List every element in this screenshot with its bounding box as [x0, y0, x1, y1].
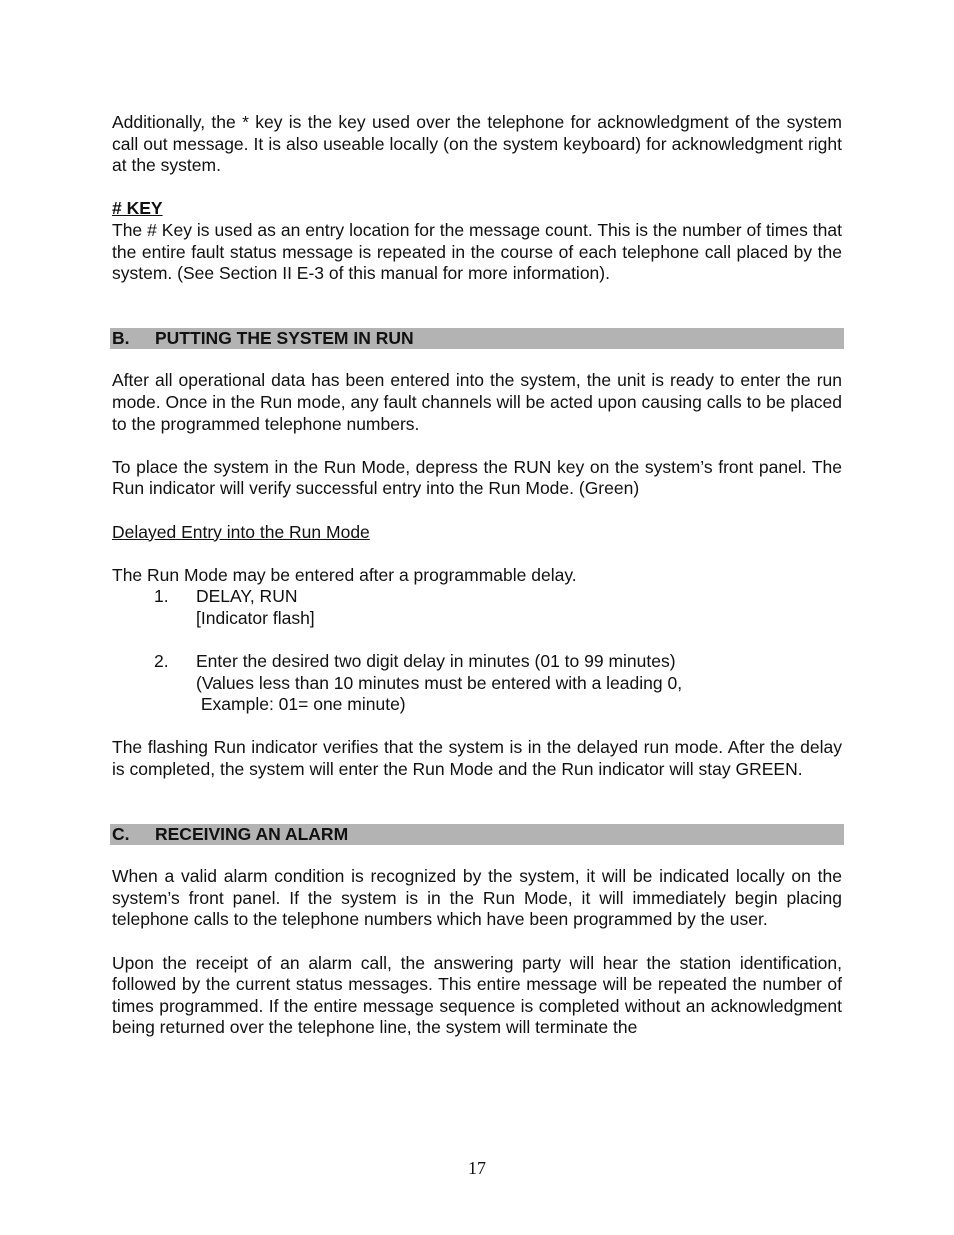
- section-b-header: [110, 328, 844, 349]
- page-number: 17: [468, 1158, 486, 1178]
- intro-paragraph: Additionally, the * key is the key used over the telephone for acknowledgment of the system call out message. It is also useable locally (on the system keyboard) for acknowledgment right at the system.: [112, 112, 842, 176]
- list-item: [112, 586, 842, 629]
- step-line: DELAY, RUN: [196, 586, 298, 607]
- section-b-paragraph-1: After all operational data has been entered into the system, the unit is ready to enter the run mode. Once in the Run mode, any fault channels will be acted upon causing calls to be placed to the programmed telephone numbers.: [112, 370, 842, 434]
- document-body: [112, 112, 842, 1039]
- delay-steps-list: [112, 586, 842, 716]
- section-b-paragraph-3: The Run Mode may be entered after a programmable delay.: [112, 564, 577, 585]
- section-c-paragraph-2: Upon the receipt of an alarm call, the answering party will hear the station identification, followed by the current status messages. This entire message will be repeated the number of times programmed. If the entire message sequence is completed without an acknowledgment being returned over the telephone line, the system will terminate the: [112, 952, 842, 1038]
- list-item: [112, 651, 842, 716]
- section-b-paragraph-2: To place the system in the Run Mode, depress the RUN key on the system’s front panel. The Run indicator will verify successful entry into the Run Mode. (Green): [112, 456, 842, 499]
- section-c-header: [110, 824, 844, 845]
- step-line: [Indicator flash]: [196, 607, 315, 628]
- step-line: Example: 01= one minute): [196, 694, 406, 715]
- section-c-letter: C.: [112, 823, 130, 844]
- hash-key-heading: # KEY: [112, 198, 163, 219]
- step-line: (Values less than 10 minutes must be entered with a leading 0,: [196, 672, 683, 693]
- step-number: 2.: [154, 651, 169, 672]
- section-b-letter: B.: [112, 327, 130, 348]
- section-b-title: PUTTING THE SYSTEM IN RUN: [155, 327, 414, 348]
- section-b-paragraph-4: The flashing Run indicator verifies that the system is in the delayed run mode. After the delay is completed, the system will enter the Run Mode and the Run indicator will stay GREEN.: [112, 737, 842, 780]
- section-c-paragraph-1: When a valid alarm condition is recognized by the system, it will be indicated locally on the system’s front panel. If the system is in the Run Mode, it will immediately begin placing telephone calls to the telephone numbers which have been programmed by the user.: [112, 866, 842, 930]
- section-c-title: RECEIVING AN ALARM: [155, 823, 349, 844]
- step-number: 1.: [154, 586, 169, 607]
- hash-key-paragraph: The # Key is used as an entry location for the message count. This is the number of times that the entire fault status message is repeated in the course of each telephone call placed by the system. (See Section II E-3 of this manual for more information).: [112, 219, 842, 284]
- step-line: Enter the desired two digit delay in minutes (01 to 99 minutes): [196, 651, 676, 672]
- delayed-entry-subheading: Delayed Entry into the Run Mode: [112, 521, 370, 542]
